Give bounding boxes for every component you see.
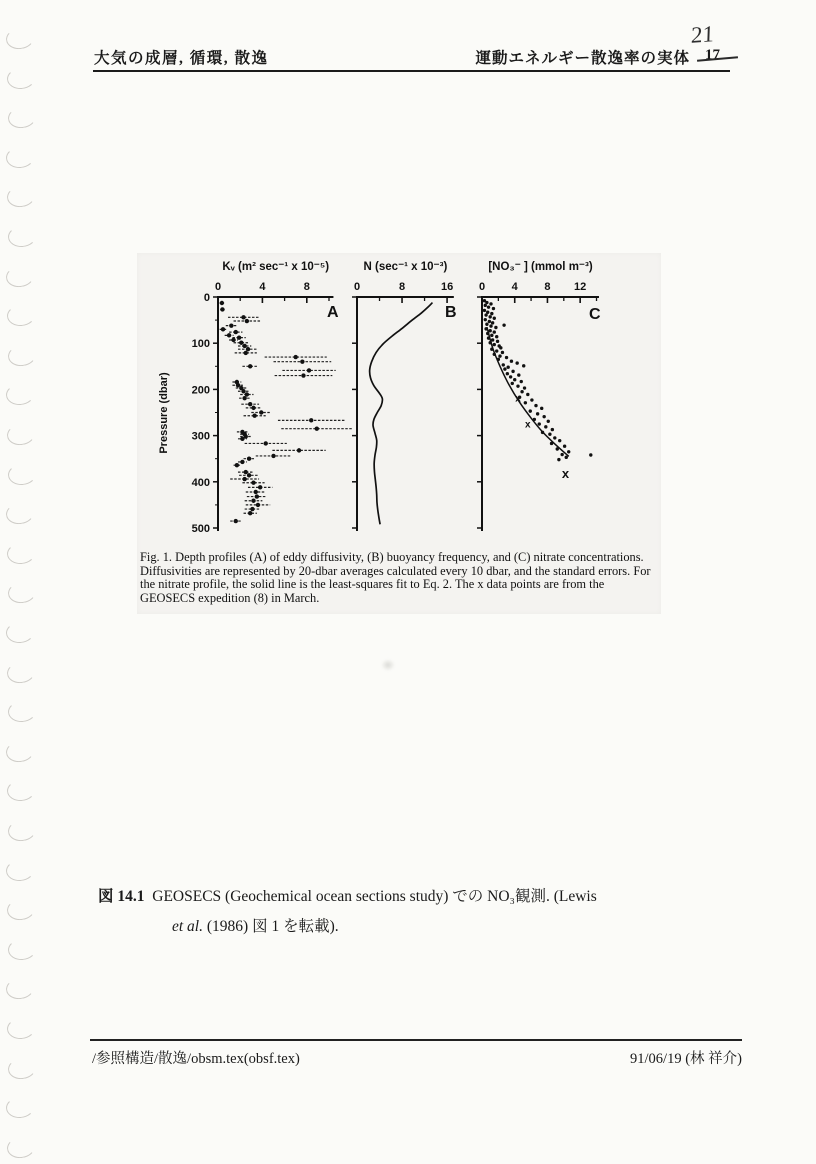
spiral-binding-mark xyxy=(5,264,36,289)
footer-date-author: 91/06/19 (林 祥介) xyxy=(630,1051,742,1067)
panel-A-label: A xyxy=(327,304,339,321)
spiral-binding-mark xyxy=(5,1096,34,1119)
spiral-binding-mark xyxy=(7,1056,38,1081)
buoyancy-frequency-curve xyxy=(370,303,433,525)
figure-caption-line: GEOSECS expedition (8) in March. xyxy=(140,590,320,605)
spiral-binding-mark xyxy=(6,1017,35,1040)
spiral-binding-marks xyxy=(0,0,50,1164)
svg-text:0: 0 xyxy=(478,281,486,293)
scan-smudge xyxy=(381,659,395,671)
svg-text:0: 0 xyxy=(353,281,361,293)
spiral-binding-mark xyxy=(7,225,36,248)
svg-text:400: 400 xyxy=(191,476,210,489)
spiral-binding-mark xyxy=(5,383,34,406)
svg-text:500: 500 xyxy=(191,523,210,535)
spiral-binding-mark xyxy=(5,739,36,764)
jp-caption-rest: (1986) 図 1 を転載). xyxy=(203,918,339,935)
footer-rule xyxy=(90,1039,742,1041)
spiral-binding-mark xyxy=(7,581,38,606)
spiral-binding-mark xyxy=(7,818,38,843)
figure-caption xyxy=(140,551,658,605)
jp-caption-text: GEOSECS (Geochemical ocean sections study) での NO₃観測. (Lewis xyxy=(152,888,597,905)
figure-box xyxy=(137,253,661,614)
svg-text:200: 200 xyxy=(191,384,210,397)
geosecs-x-marker: x xyxy=(525,419,531,431)
svg-text:8: 8 xyxy=(544,281,551,293)
panel-A-points xyxy=(220,301,353,523)
panel-B-label: B xyxy=(445,304,457,321)
geosecs-x-marker: x xyxy=(515,393,521,405)
svg-text:0: 0 xyxy=(203,292,210,304)
panel-C-title: [NO₃⁻ ] (mmol m⁻³) xyxy=(488,261,593,273)
svg-text:300: 300 xyxy=(191,430,210,443)
spiral-binding-mark xyxy=(5,859,34,882)
header-rule xyxy=(93,70,730,72)
panel-A xyxy=(158,261,352,535)
svg-text:100: 100 xyxy=(191,338,210,351)
panel-B xyxy=(352,261,457,531)
spiral-binding-mark xyxy=(7,700,36,723)
spiral-binding-mark xyxy=(7,105,38,130)
svg-text:12: 12 xyxy=(574,281,587,293)
jp-figure-caption-line1 xyxy=(98,884,597,906)
panel-C xyxy=(477,261,601,531)
jp-caption-etal: et al. xyxy=(172,918,203,935)
panel-A-title: Kᵥ (m² sec⁻¹ x 10⁻⁵) xyxy=(222,261,330,273)
spiral-binding-mark xyxy=(6,67,35,90)
header-right-title: 運動エネルギー散逸率の実体 xyxy=(475,50,690,67)
spiral-binding-mark xyxy=(6,1135,37,1160)
footer-path: /参照構造/散逸/obsm.tex(obsf.tex) xyxy=(92,1051,300,1067)
figure-caption-line: the nitrate profile, the solid line is the least-squares fit to Eq. 2. The x data points are from the xyxy=(140,577,605,591)
spiral-binding-mark xyxy=(7,463,36,486)
jp-figure-label: 図 14.1 xyxy=(98,888,145,905)
jp-figure-caption-line2 xyxy=(172,914,339,936)
header-left-title: 大気の成層, 循環, 散逸 xyxy=(94,50,269,67)
figure-caption-line: Fig. 1. Depth profiles (A) of eddy diffusivity, (B) buoyancy frequency, and (C) nitrate concentrations. xyxy=(140,550,644,564)
y-axis-label: Pressure (dbar) xyxy=(158,372,170,454)
spiral-binding-mark xyxy=(5,501,36,526)
spiral-binding-mark xyxy=(6,779,35,802)
svg-text:4: 4 xyxy=(259,281,266,293)
svg-text:0: 0 xyxy=(214,281,222,293)
spiral-binding-mark xyxy=(6,897,37,922)
svg-text:8: 8 xyxy=(398,281,406,293)
spiral-binding-mark xyxy=(6,660,37,685)
spiral-binding-mark xyxy=(5,146,34,169)
spiral-binding-mark xyxy=(5,26,36,51)
spiral-binding-mark xyxy=(7,343,38,368)
figure-caption-line: Diffusivities are represented by 20-dbar averages calculated every 10 dbar, and the standard errors. For xyxy=(140,563,651,578)
spiral-binding-mark xyxy=(7,938,36,961)
handwritten-page-number: 21 xyxy=(690,21,715,48)
spiral-binding-mark xyxy=(5,621,34,644)
panel-C-points xyxy=(483,299,593,461)
printed-page-number: 17 xyxy=(705,47,720,63)
panel-B-axes xyxy=(357,297,454,531)
geosecs-x-marker-large: x xyxy=(561,465,570,481)
panel-C-axes xyxy=(482,297,599,531)
spiral-binding-mark xyxy=(6,542,35,565)
spiral-binding-mark xyxy=(6,422,37,447)
panel-C-label: C xyxy=(589,306,601,323)
spiral-binding-mark xyxy=(5,977,36,1002)
spiral-binding-mark xyxy=(6,304,35,327)
svg-text:16: 16 xyxy=(440,281,454,293)
spiral-binding-mark xyxy=(6,185,37,210)
panel-B-title: N (sec⁻¹ x 10⁻³) xyxy=(363,261,448,273)
svg-text:8: 8 xyxy=(303,281,310,293)
svg-text:4: 4 xyxy=(511,281,518,293)
figure-panels xyxy=(137,253,661,551)
